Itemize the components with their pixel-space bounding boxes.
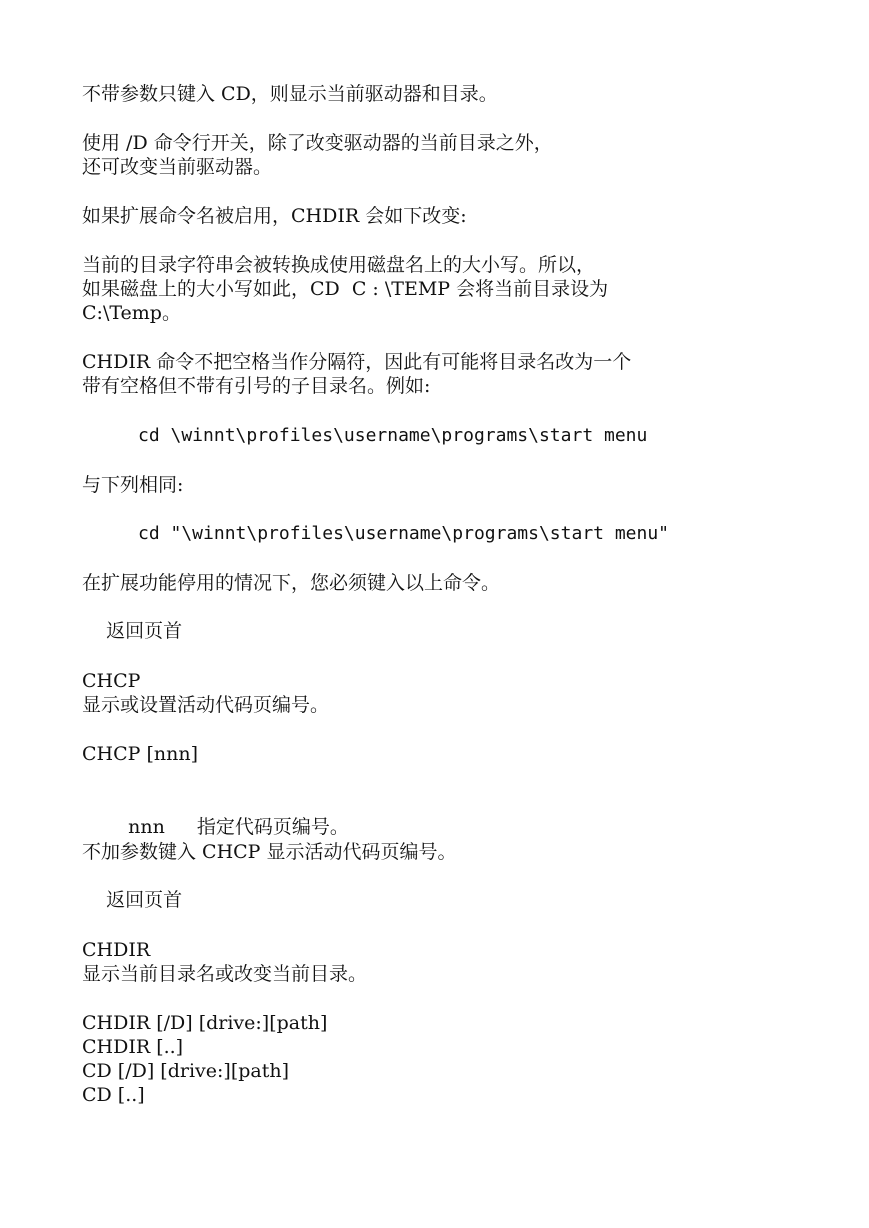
chcp-param-row — [104, 791, 349, 838]
chcp-title: CHCP — [82, 670, 141, 692]
chdir-title: CHDIR — [82, 939, 151, 961]
back-to-top-link-text[interactable]: 返回页首 — [106, 620, 183, 642]
cd-extensions-text: 如果扩展命令名被启用，CHDIR 会如下改变: — [82, 205, 467, 227]
chdir-syntax-4: CD [..] — [82, 1084, 145, 1106]
cd-space-text-2: 带有空格但不带有引号的子目录名。例如: — [82, 375, 431, 397]
chcp-description: 显示或设置活动代码页编号。 — [82, 694, 330, 716]
cd-example-quoted: cd "\winnt\profiles\username\programs\start menu" — [138, 523, 670, 544]
cd-no-param-text: 不带参数只键入 CD，则显示当前驱动器和目录。 — [82, 83, 498, 105]
cd-space-text-1: CHDIR 命令不把空格当作分隔符，因此有可能将目录名改为一个 — [82, 351, 632, 373]
cd-case-text-1: 当前的目录字符串会被转换成使用磁盘名上的大小写。所以， — [82, 254, 596, 276]
chdir-description: 显示当前目录名或改变当前目录。 — [82, 963, 368, 985]
cd-disabled-extensions-text: 在扩展功能停用的情况下，您必须键入以上命令。 — [82, 572, 501, 594]
chcp-param-name: nnn — [128, 816, 165, 838]
chcp-note: 不加参数键入 CHCP 显示活动代码页编号。 — [82, 841, 457, 863]
cd-d-switch-text-1: 使用 /D 命令行开关，除了改变驱动器的当前目录之外， — [82, 132, 553, 154]
chcp-param-desc: 指定代码页编号。 — [196, 816, 349, 838]
chcp-syntax: CHCP [nnn] — [82, 743, 199, 765]
back-to-top-link-text[interactable]: 返回页首 — [106, 889, 183, 911]
cd-d-switch-text-2: 还可改变当前驱动器。 — [82, 156, 273, 178]
back-to-top-link-1[interactable] — [82, 595, 183, 642]
chdir-syntax-2: CHDIR [..] — [82, 1036, 184, 1058]
cd-same-as-text: 与下列相同: — [82, 474, 184, 496]
chdir-syntax-1: CHDIR [/D] [drive:][path] — [82, 1012, 328, 1034]
cd-case-text-3: C:\Temp。 — [82, 302, 181, 324]
back-to-top-link-2[interactable] — [82, 864, 183, 911]
cd-case-text-2: 如果磁盘上的大小写如此，CD C : \TEMP 会将当前目录设为 — [82, 278, 609, 300]
cd-example-unquoted: cd \winnt\profiles\username\programs\start menu — [138, 425, 648, 446]
chdir-syntax-3: CD [/D] [drive:][path] — [82, 1060, 290, 1082]
